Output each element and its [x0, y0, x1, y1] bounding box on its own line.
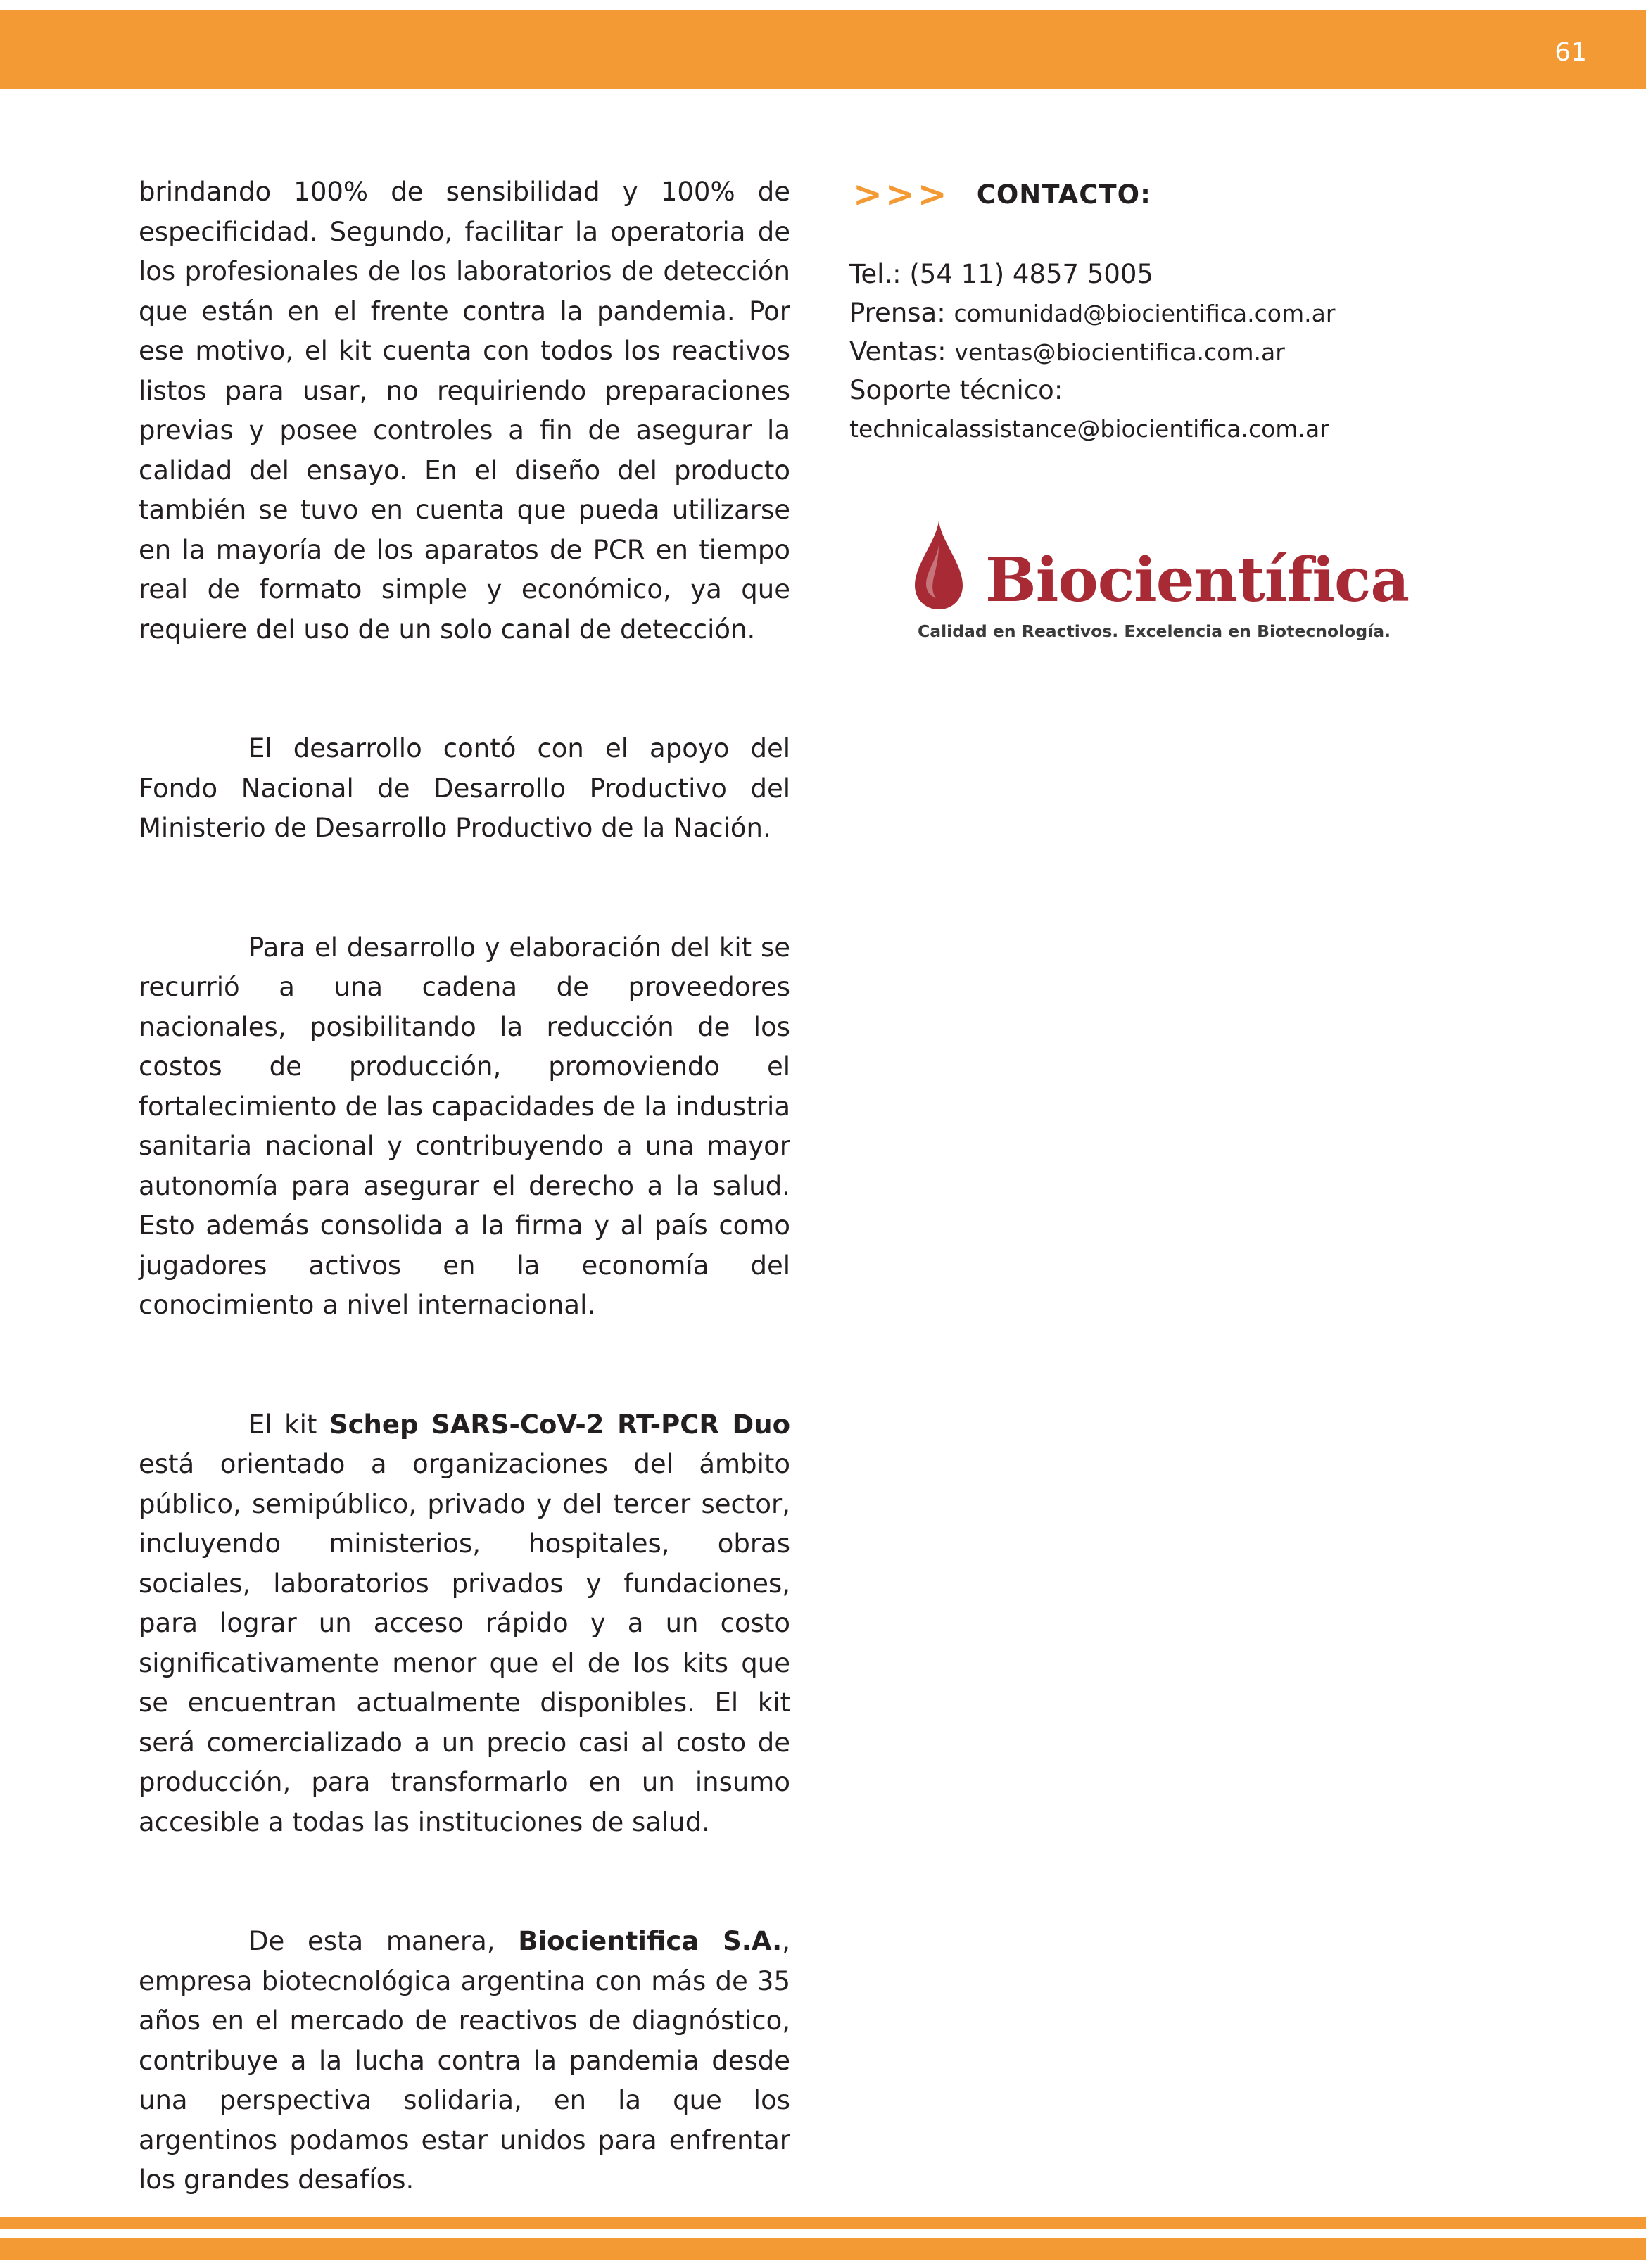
sales-email[interactable]: ventas@biocientifica.com.ar — [954, 338, 1285, 366]
sales-label: Ventas: — [849, 336, 955, 367]
biocientifica-logo — [908, 521, 1410, 647]
phone-label: Tel.: — [849, 259, 910, 289]
contact-support — [849, 371, 1588, 410]
article-body — [139, 172, 790, 2200]
phone-number: (54 11) 4857 5005 — [909, 259, 1153, 289]
chevron-right-icon: >>> — [853, 174, 950, 215]
paragraph-4-text-start: El kit — [248, 1409, 329, 1440]
paragraph-2: El desarrollo contó con el apoyo del Fondo Nacional de Desarrollo Productivo del Ministerio de Desarrollo Productivo de la Nación. — [139, 733, 790, 843]
press-label: Prensa: — [849, 298, 954, 328]
support-email[interactable]: technicalassistance@biocientifica.com.ar — [849, 415, 1329, 443]
contact-support-email-line — [849, 410, 1588, 448]
product-name: Schep SARS-CoV-2 RT-PCR Duo — [329, 1409, 790, 1440]
press-email[interactable]: comunidad@biocientifica.com.ar — [954, 300, 1336, 327]
contact-list — [849, 255, 1588, 448]
contact-title: CONTACTO: — [976, 179, 1151, 210]
paragraph-1: brindando 100% de sensibilidad y 100% de especificidad. Segundo, facilitar la operatoria de los profesionales de los laboratorios de detección que están en el frente contra la pandemia. Por ese motivo, el kit cuenta con todos los reactivos listos para usar, no requiriendo preparaciones previas y posee controles a fin de asegurar la calidad del ensayo. En el diseño del producto también se tuvo en cuenta que pueda utilizarse en la mayoría de los aparatos de PCR en tiempo real de formato simple y económico, ya que requiere del uso de un solo canal de detección. — [139, 177, 790, 645]
logo-name: Biocientífica — [985, 545, 1410, 616]
logo-tagline: Calidad en Reactivos. Excelencia en Biotecnología. — [918, 621, 1391, 641]
paragraph-5-text-start: De esta manera, — [248, 1926, 519, 1956]
page-number: 61 — [1555, 38, 1587, 67]
paragraph-4-text-end: está orientado a organizaciones del ámbito público, semipúblico, privado y del tercer sector, incluyendo ministerios, hospitales, obras sociales, laboratorios privados y fundaciones, para lograr un acceso rápido y a un costo significativamente menor que el de los kits que se encuentran actualmente disponibles. El kit será comercializado a un precio casi al costo de producción, para transformarlo en un insumo accesible a todas las instituciones de salud. — [139, 1449, 790, 1837]
paragraph-4 — [139, 1405, 790, 1843]
header-bar — [0, 10, 1646, 89]
paragraph-5-text-end: , empresa biotecnológica argentina con más de 35 años en el mercado de reactivos de diagnóstico, contribuye a la lucha contra la pandemia desde una perspectiva solidaria, en la que los argentinos podamos estar unidos para enfrentar los grandes desafíos. — [139, 1926, 790, 2195]
contact-phone — [849, 255, 1588, 293]
support-label: Soporte técnico: — [849, 375, 1063, 405]
paragraph-5 — [139, 1922, 790, 2200]
paragraph-3: Para el desarrollo y elaboración del kit se recurrió a una cadena de proveedores nacionales, posibilitando la reducción de los costos de producción, promoviendo el fortalecimiento de las capacidades de la industria sanitaria nacional y contribuyendo a una mayor autonomía para asegurar el derecho a la salud. Esto además consolida a la firma y al país como jugadores activos en la economía del conocimiento a nivel internacional. — [139, 932, 790, 1320]
footer-stripe-thin — [0, 2217, 1646, 2229]
footer-stripe-thick — [0, 2238, 1646, 2260]
blood-drop-icon — [913, 521, 964, 611]
contact-press — [849, 293, 1588, 332]
contact-heading — [853, 173, 1151, 215]
company-name: Biocientifica S.A. — [518, 1926, 783, 1956]
contact-sales — [849, 332, 1588, 371]
